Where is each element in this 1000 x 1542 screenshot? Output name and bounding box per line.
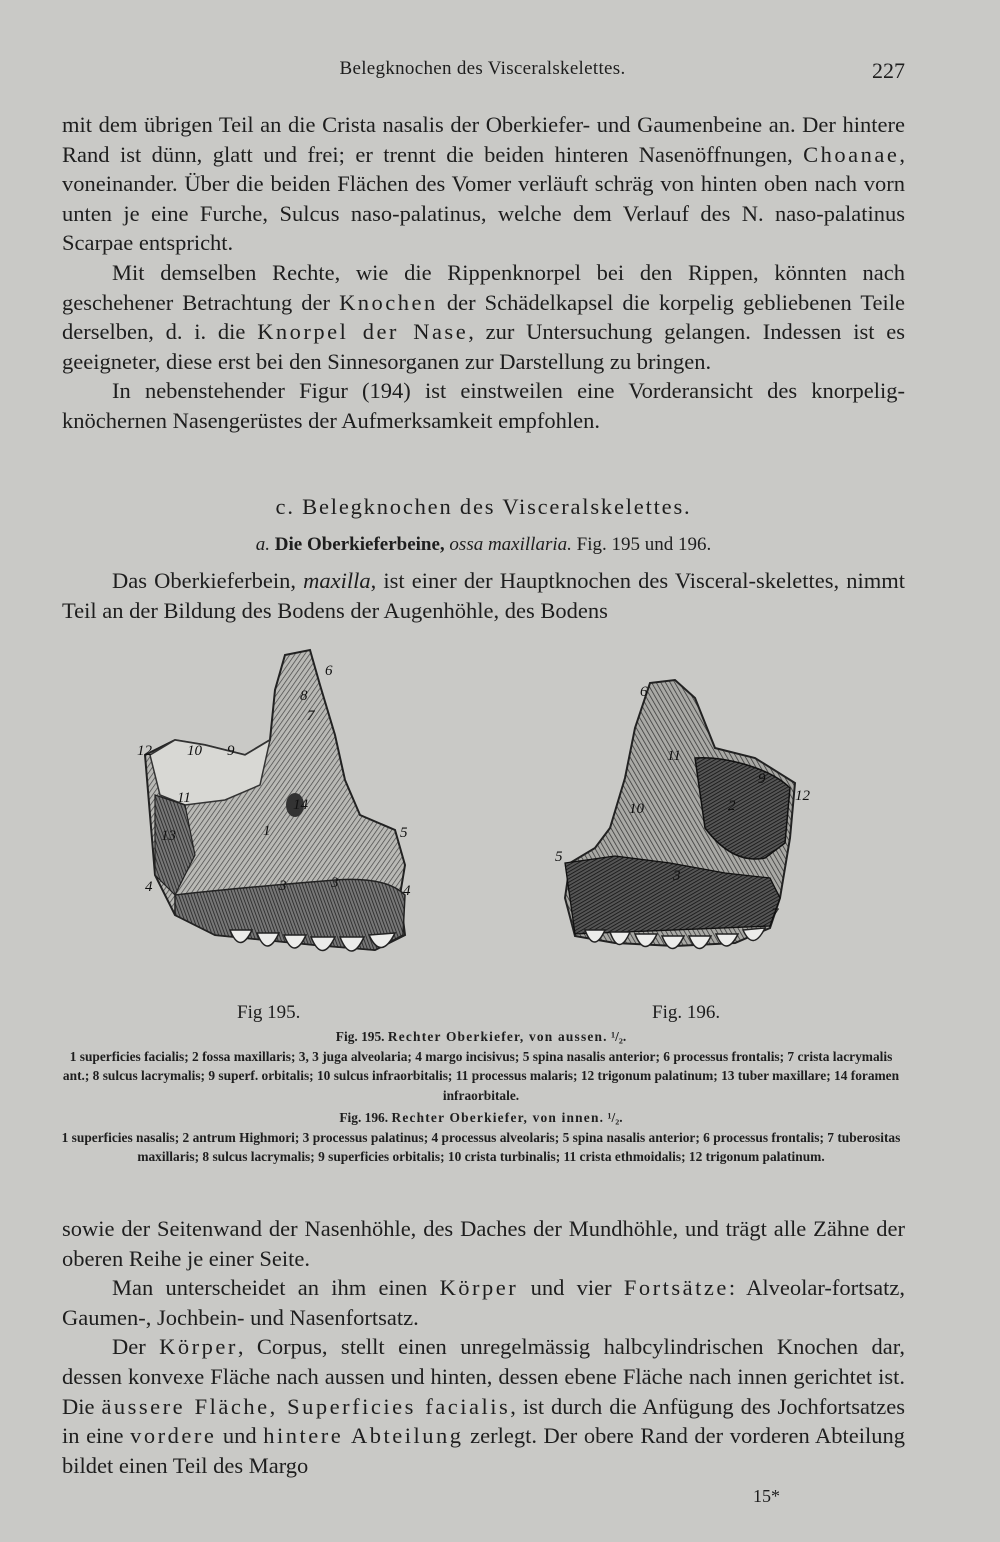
text-run: In nebenstehender Figur (194) ist einstweilen eine Vorderansicht des knorpelig-knöchernen Nasengerüstes der Aufmerksamkeit empfohlen. [62,378,905,433]
subsection-letter: a. [255,534,271,555]
text-run: und vier [518,1275,624,1301]
paragraph-corpus [62,1332,905,1480]
caption-195-figref: Fig. 195. [335,1029,385,1044]
fig195-number: 8 [300,688,308,704]
emphasis-run: Körper [439,1275,519,1301]
running-title: Belegknochen des Visceralskelettes. [339,58,626,79]
italic-run: maxilla [303,568,371,593]
fig196-number: 5 [555,849,563,865]
paragraph-parts [62,1273,905,1332]
emphasis-run: hintere Abteilung [263,1423,464,1449]
fig195-number: 11 [177,790,191,806]
fig196-number: 11 [667,748,681,764]
emphasis-run: Choanae [803,141,900,167]
text-run: zerlegt. Der obere Rand der vorderen Abteilung bildet einen Teil des Margo [62,1423,906,1478]
subsection-figref: Fig. 195 und 196. [576,534,712,555]
fig195-number: 7 [307,708,315,724]
paragraph-continuation [62,1214,905,1273]
fig195-number: 4 [403,883,411,899]
text-run: , Corpus, stellt einen unregelmässig halbcylindrischen Knochen dar, dessen konvexe Fläche nach aussen und hinten, dessen ebene Fläche nach innen gerichtet ist. Die [62,1334,905,1419]
signature-mark: 15* [753,1486,780,1506]
fig195-number: 12 [137,743,152,759]
caption-196-title: Rechter Oberkiefer, von innen. [391,1110,605,1125]
emphasis-run: Fortsätze [623,1275,729,1301]
fig195-number: 3 [279,878,287,894]
caption-fig-196 [58,1108,904,1167]
text-run: , ist durch die Anfügung des Jochfortsatzes in eine [62,1393,905,1449]
text-run: und [216,1423,264,1449]
caption-195-legend: 1 superficies facialis; 2 fossa maxillaris; 3, 3 juga alveolaria; 4 margo incisivus; 5 spina nasalis anterior; 6 processus frontalis; 7 crista lacrymalis ant.; 8 sulcus lacrymalis; 9 superf. orbitalis; 10 sulcus infraorbitalis; 11 processus malaris; 12 trigonum palatinum; 13 tuber maxillare; 14 foramen infraorbitale. [62,1048,900,1103]
emphasis-run: Knorpel der Nase [257,319,469,345]
text-run: sowie der Seitenwand der Nasenhöhle, des Daches der Mundhöhle, und trägt alle Zähne der oberen Reihe je einer Seite. [62,1216,905,1271]
section-heading: c. Belegknochen des Visceralskelettes. [275,494,692,519]
fig195-number: 9 [227,743,235,759]
bottom-text [62,1214,905,1480]
page-header [60,58,905,88]
fig195-number: 6 [325,663,333,679]
emphasis-run: Knochen [339,289,438,315]
figure-196 [555,668,815,968]
intro-text [62,566,905,625]
text-run: , zur Untersuchung gelangen. Indessen ist es geeigneter, diese erst bei den Sinnesorganen zur Darstellung zu bringen. [62,319,905,374]
subsection-title: Die Oberkieferbeine, [274,534,445,555]
fig196-number: 2 [728,798,736,814]
text-run: mit dem übrigen Teil an die Crista nasalis der Oberkiefer- und Gaumenbeine an. Der hintere Rand ist dünn, glatt und frei; er trennt die beiden hinteren Nasenöffnungen, [62,112,905,167]
caption-196-scale: ¹/₂. [607,1110,623,1125]
paragraph-nasal-cartilage [62,258,905,376]
figure-195-label: Fig 195. [237,1002,301,1023]
fig196-number: 12 [795,788,810,804]
maxilla-outer-illustration [135,645,425,975]
caption-fig-195 [58,1027,904,1105]
caption-195-title: Rechter Oberkiefer, von aussen. [387,1029,608,1044]
fig196-number: 6 [640,684,648,700]
fig196-number: 10 [629,801,644,817]
page-number: 227 [872,58,905,83]
fig195-number: 10 [187,743,202,759]
figure-196-label: Fig. 196. [652,1002,721,1023]
fig195-number: 4 [145,879,153,895]
caption-196-figref: Fig. 196. [339,1110,389,1125]
emphasis-run: äussere Fläche, Superficies facialis [101,1393,511,1419]
fig195-number: 13 [161,828,176,844]
subsection-heading [62,534,905,556]
fig196-number: 9 [758,771,766,787]
top-text [62,110,905,436]
text-run: der Schädelkapsel die korpelig gebliebenen Teile derselben, d. i. die [62,289,905,345]
figure-195 [135,645,425,975]
paragraph-maxilla-intro [62,566,905,625]
fig196-number: 7 [771,906,779,922]
caption-196-legend: 1 superficies nasalis; 2 antrum Highmori; 3 processus palatinus; 4 processus alveolaris; 5 spina nasalis anterior; 6 processus frontalis; 7 tuberositas maxillaris; 8 sulcus lacrymalis; 9 superficies orbitalis; 10 crista turbinalis; 11 crista ethmoidalis; 12 trigonum palatinum. [61,1129,901,1164]
paragraph-vomer [62,110,905,258]
text-run: Das Oberkieferbein, [112,568,304,593]
text-run: , ist einer der Hauptknochen des Visceral-skelettes, nimmt Teil an der Bildung des Bodens der Augenhöhle, des Bodens [62,568,905,623]
text-run: : Alveolar-fortsatz, Gaumen-, Jochbein- und Nasenfortsatz. [62,1275,905,1330]
paragraph-figure-194 [62,376,905,435]
text-run: , voneinander. Über die beiden Flächen des Vomer verläuft schräg von hinten oben nach vorn unten je eine Furche, Sulcus naso-palatinus, welche dem Verlauf des N. naso-palatinus Scarpae entspricht. [62,141,905,256]
fig196-number: 3 [673,868,681,884]
maxilla-inner-illustration [555,668,815,968]
subsection-latin: ossa maxillaria. [449,534,572,555]
caption-195-scale: ¹/₂. [611,1029,627,1044]
caption-196-heading [58,1108,904,1128]
fig195-number: 14 [293,797,308,813]
fig195-number: 1 [263,823,271,839]
caption-195-heading [58,1027,904,1047]
emphasis-run: vordere [130,1423,217,1449]
text-run: Man unterscheidet an ihm einen [112,1275,440,1301]
fig195-number: 5 [400,825,408,841]
text-run: Mit demselben Rechte, wie die Rippenknorpel bei den Rippen, könnten nach geschehener Betrachtung der [62,259,905,315]
fig195-number: 3 [331,875,339,891]
text-run: Der [112,1334,160,1360]
emphasis-run: Körper [159,1334,238,1360]
